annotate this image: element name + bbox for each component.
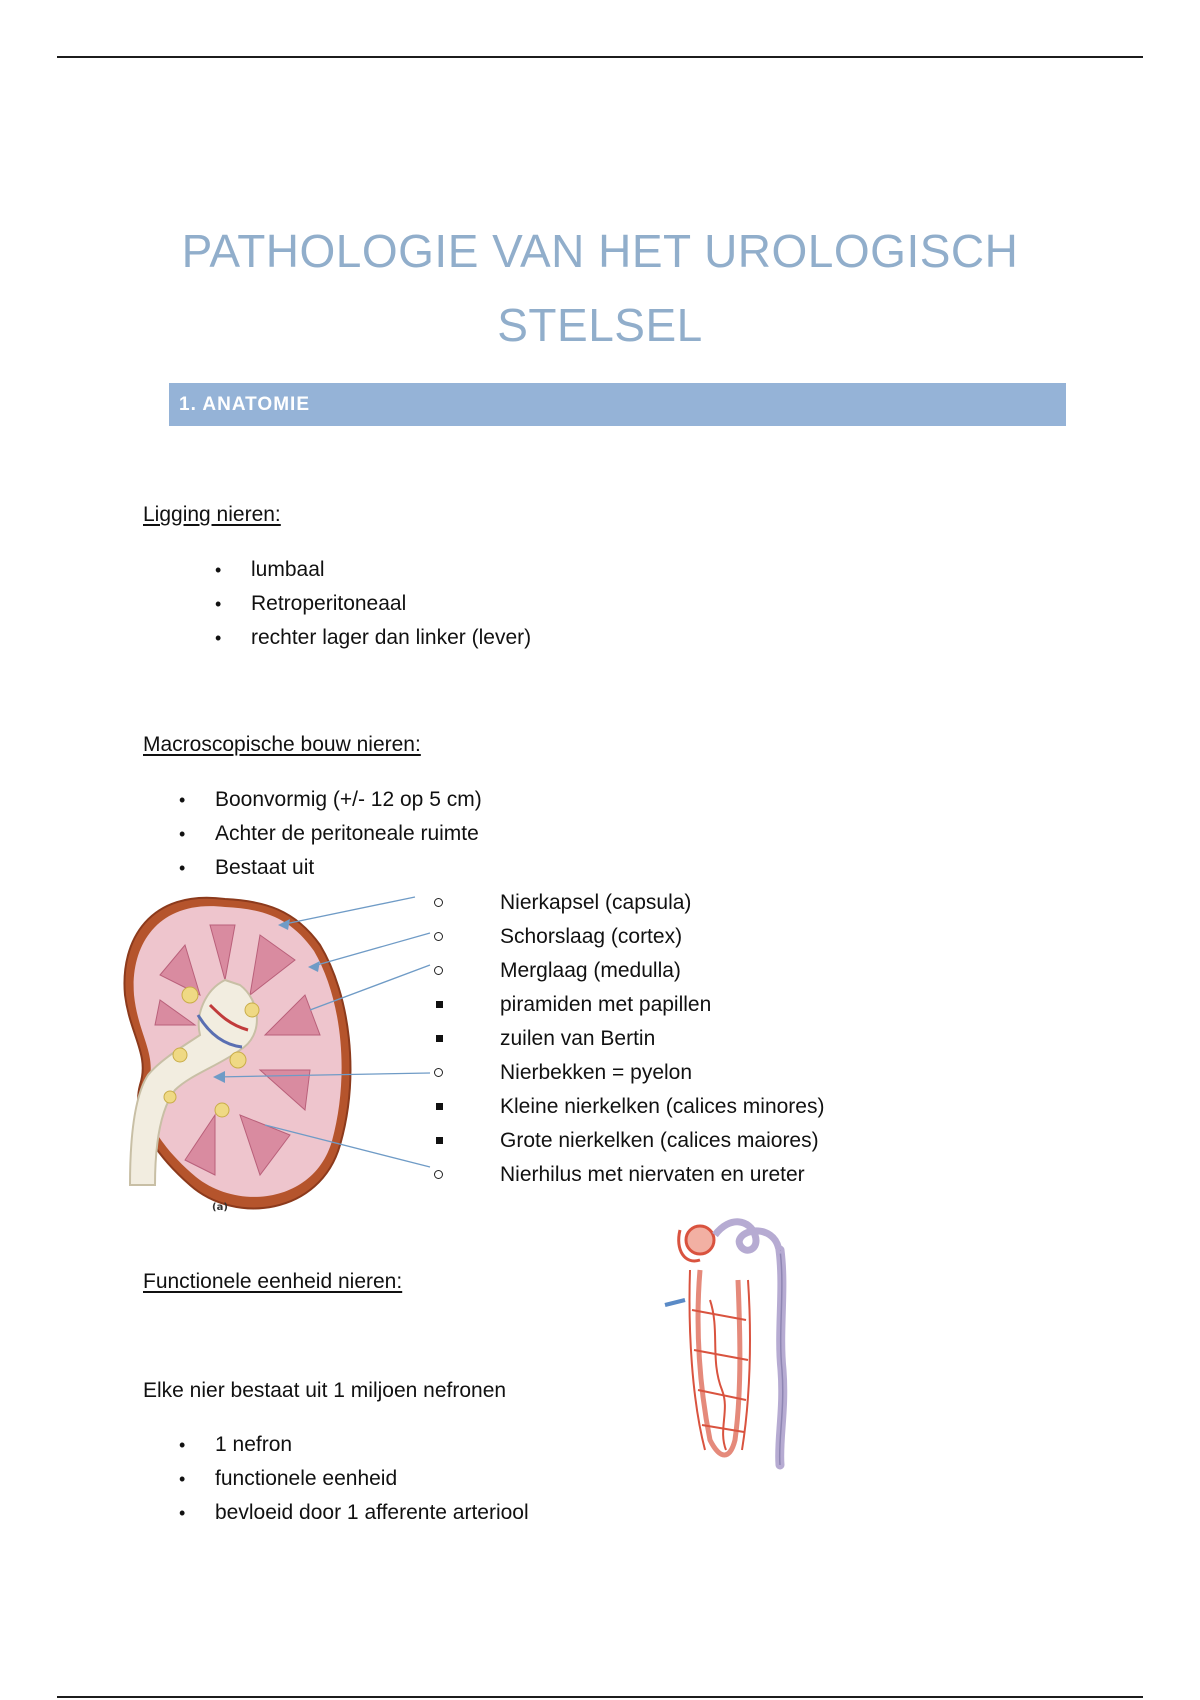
- nefronen-intro: Elke nier bestaat uit 1 miljoen nefronen: [143, 1379, 507, 1402]
- ligging-list: [215, 553, 531, 655]
- circle-bullet-icon: [434, 1170, 443, 1179]
- structure-item: Nierkapsel (capsula): [430, 886, 950, 920]
- list-item: • rechter lager dan linker (lever): [215, 621, 531, 655]
- structure-item: Grote nierkelken (calices maiores): [430, 1124, 950, 1158]
- structure-item: piramiden met papillen: [430, 988, 950, 1022]
- list-item: • Bestaat uit: [179, 851, 482, 885]
- heading-macroscopische-bouw: Macroscopische bouw nieren:: [143, 733, 421, 756]
- list-item: • lumbaal: [215, 553, 531, 587]
- structure-item: Kleine nierkelken (calices minores): [430, 1090, 950, 1124]
- list-item: • Achter de peritoneale ruimte: [179, 817, 482, 851]
- title-line-1: PATHOLOGIE VAN HET UROLOGISCH: [181, 225, 1019, 277]
- kidney-structure-list: [430, 886, 950, 1192]
- circle-bullet-icon: [434, 932, 443, 941]
- list-item: • 1 nefron: [179, 1428, 529, 1462]
- section-heading-anatomie: 1. ANATOMIE: [169, 383, 1066, 426]
- heading-ligging-nieren: Ligging nieren:: [143, 503, 281, 526]
- square-bullet-icon: [436, 1001, 443, 1008]
- structure-item: zuilen van Bertin: [430, 1022, 950, 1056]
- structure-item: Nierbekken = pyelon: [430, 1056, 950, 1090]
- page-title: [160, 214, 1040, 362]
- top-rule: [57, 56, 1143, 58]
- square-bullet-icon: [436, 1103, 443, 1110]
- structure-item: Merglaag (medulla): [430, 954, 950, 988]
- circle-bullet-icon: [434, 966, 443, 975]
- list-item: • Retroperitoneaal: [215, 587, 531, 621]
- list-item: • Boonvormig (+/- 12 op 5 cm): [179, 783, 482, 817]
- nephron-illustration: [660, 1210, 820, 1470]
- heading-functionele-eenheid: Functionele eenheid nieren:: [143, 1270, 403, 1293]
- figure-label: (a): [212, 1202, 228, 1213]
- circle-bullet-icon: [434, 1068, 443, 1077]
- functioneel-list: [179, 1428, 529, 1530]
- kidney-cross-section-figure: [20, 885, 460, 1230]
- list-item: • bevloeid door 1 afferente arteriool: [179, 1496, 529, 1530]
- macro-list: [179, 783, 482, 885]
- square-bullet-icon: [436, 1137, 443, 1144]
- structure-item: Nierhilus met niervaten en ureter: [430, 1158, 950, 1192]
- bottom-rule: [57, 1696, 1143, 1698]
- circle-bullet-icon: [434, 898, 443, 907]
- list-item: • functionele eenheid: [179, 1462, 529, 1496]
- square-bullet-icon: [436, 1035, 443, 1042]
- structure-item: Schorslaag (cortex): [430, 920, 950, 954]
- title-line-2: STELSEL: [497, 299, 703, 351]
